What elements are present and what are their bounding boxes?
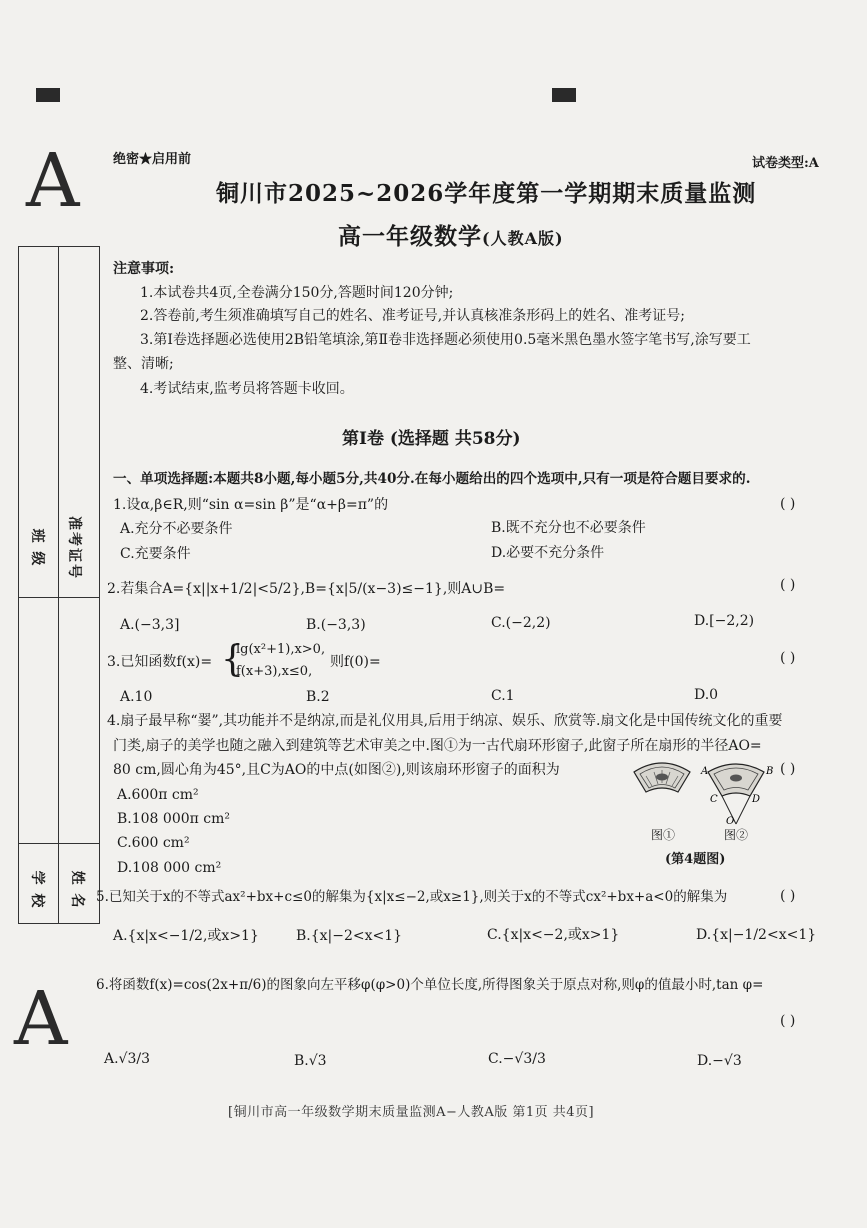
q5-option-a: A.{x|x<−1/2,或x>1} xyxy=(113,928,259,944)
paper-type-letter-bottom: A xyxy=(14,976,68,1062)
q1-option-c: C.充要条件 xyxy=(120,546,191,562)
q1-stem: 1.设α,β∈R,则“sin α=sin β”是“α+β=π”的 xyxy=(113,497,389,513)
q2-option-c: C.(−2,2) xyxy=(491,615,551,631)
q4-figure-title: (第4题图) xyxy=(665,852,726,867)
class-label: 班 级 xyxy=(29,528,45,568)
notice-item-2: 2.答卷前,考生须准确填写自己的姓名、准考证号,并认真核准条形码上的姓名、准考证号; xyxy=(140,308,685,324)
name-label: 姓 名 xyxy=(69,870,85,910)
q6-stem: 6.将函数f(x)=cos(2x+π/6)的图象向左平移φ(φ>0)个单位长度,所得图象关于原点对称,则φ的值最小时,tan φ= xyxy=(96,977,764,993)
q4-answer-paren: ( ) xyxy=(780,761,796,777)
q1-answer-paren: ( ) xyxy=(780,496,796,512)
notice-item-3: 3.第Ⅰ卷选择题必选使用2B铅笔填涂,第Ⅱ卷非选择题必须使用0.5毫米黑色墨水签字笔书写,涂写要工 xyxy=(140,332,751,348)
q6-option-c: C.−√3/3 xyxy=(488,1051,546,1067)
q1-option-d: D.必要不充分条件 xyxy=(491,545,605,561)
paper-type-label: 试卷类型:A xyxy=(752,156,819,171)
fig-label-b: B xyxy=(766,766,774,777)
q1-option-b: B.既不充分也不必要条件 xyxy=(491,520,646,536)
q5-answer-paren: ( ) xyxy=(780,888,796,904)
q4-fig1-caption: 图① xyxy=(651,828,676,842)
q4-option-d: D.108 000 cm² xyxy=(117,860,222,876)
notice-heading: 注意事项: xyxy=(113,261,175,277)
fan-window-figure-1 xyxy=(634,763,690,792)
q1-option-a: A.充分不必要条件 xyxy=(120,521,233,537)
q2-answer-paren: ( ) xyxy=(780,577,796,593)
q3-option-d: D.0 xyxy=(694,687,719,703)
fig-label-o: O xyxy=(726,816,735,827)
q6-answer-paren: ( ) xyxy=(780,1013,796,1029)
q6-option-d: D.−√3 xyxy=(697,1053,742,1069)
exam-title: 铜川市2025~2026学年度第一学期期末质量监测 xyxy=(216,180,757,207)
paper-type-letter-top: A xyxy=(26,138,80,224)
school-label: 学 校 xyxy=(29,870,45,910)
sidebar-column-divider xyxy=(58,247,59,923)
q6-option-a: A.√3/3 xyxy=(104,1051,151,1067)
subject-title: 高一年级数学 xyxy=(338,223,482,250)
q3-case-1: lg(x²+1),x>0, xyxy=(236,642,326,657)
notice-item-3-cont: 整、清晰; xyxy=(113,356,174,372)
q3-option-c: C.1 xyxy=(491,688,515,704)
page-footer: [铜川市高一年级数学期末质量监测A−人教A版 第1页 共4页] xyxy=(228,1105,595,1120)
edition-label: (人教A版) xyxy=(482,229,564,248)
q6-option-b: B.√3 xyxy=(294,1053,327,1069)
q5-stem: 5.已知关于x的不等式ax²+bx+c≤0的解集为{x|x≤−2,或x≥1},则关于x的不等式cx²+bx+a<0的解集为 xyxy=(96,889,728,905)
q2-option-d: D.[−2,2) xyxy=(694,613,755,629)
exam-subtitle xyxy=(338,218,564,251)
fig-label-d: D xyxy=(752,794,761,805)
confidential-label: 绝密★启用前 xyxy=(113,152,192,167)
q4-option-b: B.108 000π cm² xyxy=(117,811,231,827)
sidebar-row-divider xyxy=(19,597,99,598)
fig-label-a: A xyxy=(701,766,709,777)
q4-line-2: 门类,扇子的美学也随之融入到建筑等艺术审美之中.图①为一古代扇环形窗子,此窗子所在扇形的半径AO= xyxy=(113,738,762,754)
fig-label-c: C xyxy=(710,794,718,805)
registration-mark-left xyxy=(36,88,60,102)
q4-option-c: C.600 cm² xyxy=(117,835,190,851)
q4-fig2-caption: 图② xyxy=(724,828,749,842)
section-title: 第Ⅰ卷 (选择题 共58分) xyxy=(342,429,521,449)
registration-mark-right xyxy=(552,88,576,102)
q5-option-b: B.{x|−2<x<1} xyxy=(296,928,403,944)
q2-option-a: A.(−3,3] xyxy=(120,617,180,633)
student-info-box xyxy=(18,246,100,924)
q3-option-a: A.10 xyxy=(120,689,153,705)
q2-option-b: B.(−3,3) xyxy=(306,617,366,633)
q3-brace-icon: { xyxy=(221,639,244,680)
notice-item-1: 1.本试卷共4页,全卷满分150分,答题时间120分钟; xyxy=(140,285,454,301)
q4-line-3: 80 cm,圆心角为45°,且C为AO的中点(如图②),则该扇环形窗子的面积为 xyxy=(113,762,560,778)
notice-item-4: 4.考试结束,监考员将答题卡收回。 xyxy=(140,381,354,397)
q5-option-c: C.{x|x<−2,或x>1} xyxy=(487,927,620,943)
part-heading: 一、单项选择题:本题共8小题,每小题5分,共40分.在每小题给出的四个选项中,只有一项是符合题目要求的. xyxy=(113,471,751,487)
q2-stem: 2.若集合A={x||x+1/2|<5/2},B={x|5/(x−3)≤−1},则A∪B= xyxy=(107,581,506,597)
q3-stem-prefix: 3.已知函数f(x)= xyxy=(107,654,213,670)
q3-answer-paren: ( ) xyxy=(780,650,796,666)
q3-stem-suffix: 则f(0)= xyxy=(330,654,381,670)
q3-option-b: B.2 xyxy=(306,689,330,705)
q5-option-d: D.{x|−1/2<x<1} xyxy=(696,927,817,943)
q3-case-2: f(x+3),x≤0, xyxy=(236,664,313,679)
q4-line-1: 4.扇子最早称“翣”,其功能并不是纳凉,而是礼仪用具,后用于纳凉、娱乐、欣赏等.扇文化是中国传统文化的重要 xyxy=(107,713,783,729)
sidebar-row-divider-2 xyxy=(19,843,99,844)
exam-number-label: 准考证号 xyxy=(66,516,82,580)
q4-option-a: A.600π cm² xyxy=(117,787,199,803)
